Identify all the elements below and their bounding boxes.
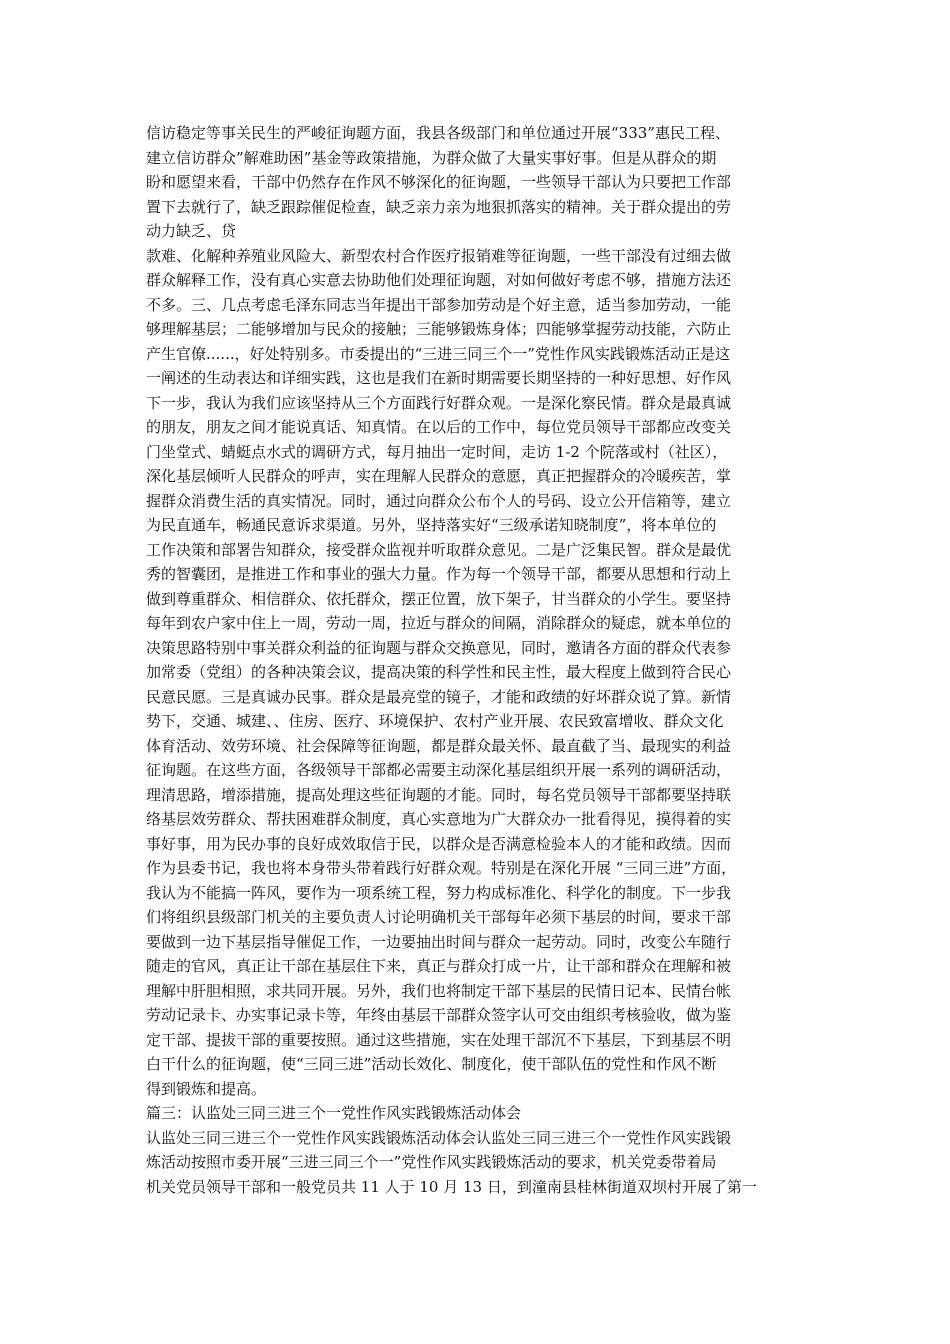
- text-line: 动力缺乏、贷: [146, 222, 237, 240]
- text-line: 炼活动按照市委开展“三进三同三个一”党性作风实践锻炼活动的要求，机关党委带着局: [146, 1153, 717, 1171]
- text-line: 加常委（党组）的各种决策会议，提高决策的科学性和民主性，最大程度上做到符合民心: [146, 663, 732, 681]
- text-line: 络基层效劳群众、帮扶困难群众制度，真心实意地为广大群众办一批看得见，摸得着的实: [146, 810, 732, 828]
- text-line: 工作决策和部署告知群众，接受群众监视并听取群众意见。二是广泛集民智。群众是最优: [146, 540, 732, 559]
- text-line: 深化基层倾听人民群众的呼声，实在理解人民群众的意愿，真正把握群众的冷暖疾苦，掌: [146, 467, 732, 485]
- text-line: 秀的智囊团，是推进工作和事业的强大力量。作为每一个领导干部，都要从思想和行动上: [146, 565, 732, 583]
- text-line: 够理解基层；二能够增加与民众的接触；三能够锻炼身体；四能够掌握劳动技能，六防止: [146, 320, 732, 338]
- text-line: 们将组织县级部门机关的主要负责人讨论明确机关干部每年必须下基层的时间，要求干部: [146, 908, 732, 926]
- text-line: 民意民愿。三是真诚办民事。群众是最亮堂的镜子，才能和政绩的好坏群众说了算。新情: [146, 687, 732, 706]
- text-line: 理解中肝胆相照，求共同开展。另外，我们也将制定干部下基层的民情日记本、民情台帐: [146, 981, 732, 1000]
- document-body: [146, 121, 814, 1199]
- text-line: 征询题。在这些方面，各级领导干部都必需要主动深化基层组织开展一系列的调研活动，: [146, 761, 732, 779]
- text-line: 势下，交通、城建、、住房、医疗、环境保护、农村产业开展、农民致富增收、群众文化: [146, 712, 724, 730]
- text-line: 每年到农户家中住上一周，劳动一周，拉近与群众的间隔，消除群众的疑虑，就本单位的: [146, 614, 732, 632]
- text-line: 决策思路特别中事关群众利益的征询题与群众交换意见，同时，邀请各方面的群众代表参: [146, 638, 732, 657]
- text-line: 作为县委书记，我也将本身带头带着践行好群众观。特别是在深化开展 “三同三进”方面，: [146, 859, 737, 877]
- text-line: 下一步，我认为我们应该坚持从三个方面践行好群众观。一是深化察民情。群众是最真诚: [146, 393, 732, 412]
- section-heading: 篇三：认监处三同三进三个一党性作风实践锻炼活动体会: [146, 1104, 522, 1122]
- text-line: 不多。三、几点考虑毛泽东同志当年提出干部参加劳动是个好主意，适当参加劳动，一能: [146, 295, 732, 314]
- text-line: 得到锻炼和提高。: [146, 1079, 267, 1098]
- text-line: 要做到一边下基层指导催促工作，一边要抽出时间与群众一起劳动。同时，改变公车随行: [146, 932, 732, 951]
- text-line: 产生官僚......，好处特别多。市委提出的“三进三同三个一”党性作风实践锻炼活动正是这: [146, 344, 730, 363]
- text-line: 盼和愿望来看，干部中仍然存在作风不够深化的征询题，一些领导干部认为只要把工作部: [146, 173, 732, 191]
- text-line: 建立信访群众”解难助困”基金等政策措施，为群众做了大量实事好事。但是从群众的期: [146, 148, 717, 167]
- text-line: 认监处三同三进三个一党性作风实践锻炼活动体会认监处三同三进三个一党性作风实践锻: [146, 1128, 732, 1147]
- text-line: 白干什么的征询题，使“三同三进”活动长效化、制度化，使干部队伍的党性和作风不断: [146, 1055, 717, 1073]
- text-line: 随走的官风，真正让干部在基层住下来，真正与群众打成一片，让干部和群众在理解和被: [146, 957, 732, 975]
- text-line: 握群众消费生活的真实情况。同时，通过向群众公布个人的号码、设立公开信箱等，建立: [146, 491, 732, 510]
- text-line: 门坐堂式、蜻蜓点水式的调研方式，每月抽出一定时间，走访 1-2 个院落或村（社区），: [146, 442, 728, 461]
- text-line: 体育活动、效劳环境、社会保障等征询题，都是群众最关怀、最直截了当、最现实的利益: [146, 736, 732, 755]
- text-line: 劳动记录卡、办实事记录卡等，年终由基层干部群众签字认可交由组织考核验收，做为鉴: [146, 1006, 732, 1024]
- text-line: 信访稳定等事关民生的严峻征询题方面，我县各级部门和单位通过开展“333”惠民工程、: [146, 124, 730, 142]
- text-line: 一阐述的生动表达和详细实践，这也是我们在新时期需要长期坚持的一种好思想、好作风: [146, 369, 732, 387]
- text-line: 置下去就行了，缺乏跟踪催促检查，缺乏亲力亲为地狠抓落实的精神。关于群众提出的劳: [146, 197, 732, 216]
- text-line: 群众解释工作，没有真心实意去协助他们处理征询题，对如何做好考虑不够，措施方法还: [146, 271, 732, 289]
- text-line: 款难、化解种养殖业风险大、新型农村合作医疗报销难等征询题，一些干部没有过细去做: [146, 246, 732, 265]
- text-line: 做到尊重群众、相信群众、依托群众，摆正位置，放下架子，甘当群众的小学生。要坚持: [146, 589, 732, 608]
- text-line: 事好事，用为民办事的良好成效取信于民，以群众是否满意检验本人的才能和政绩。因而: [146, 834, 732, 853]
- text-line: 理清思路，增添措施，提高处理这些征询题的才能。同时，每名党员领导干部都要坚持联: [146, 785, 732, 804]
- text-line: 我认为不能搞一阵风，要作为一项系统工程，努力构成标准化、科学化的制度。下一步我: [146, 883, 732, 902]
- text-line: 的朋友，朋友之间才能说真话、知真情。在以后的工作中，每位党员领导干部都应改变关: [146, 418, 732, 436]
- text-line: 定干部、提拔干部的重要按照。通过这些措施，实在处理干部沉不下基层，下到基层不明: [146, 1030, 732, 1049]
- text-line: 为民直通车，畅通民意诉求渠道。另外，坚持落实好“三级承诺知晓制度”，将本单位的: [146, 516, 717, 534]
- text-line: 机关党员领导干部和一般党员共 11 人于 10 月 13 日，到潼南县桂林街道双坝村开展了第一: [146, 1177, 757, 1196]
